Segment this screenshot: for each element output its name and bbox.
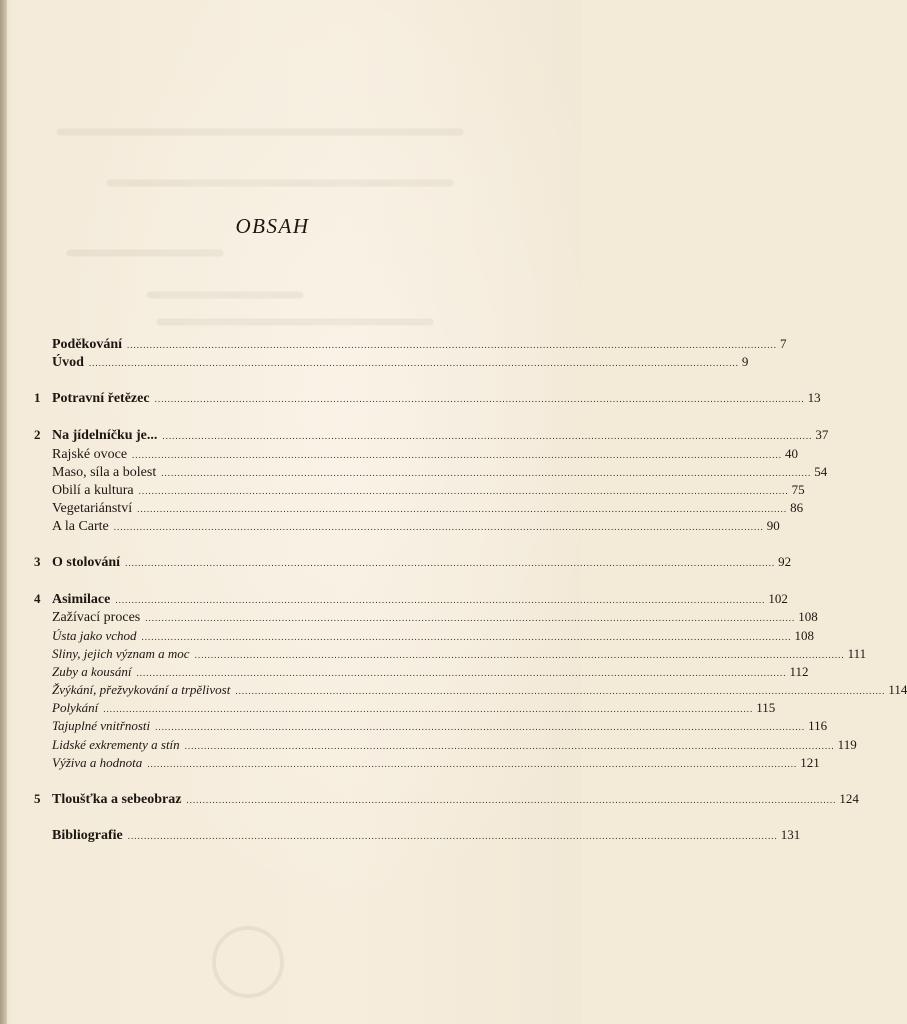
entry-title: Potravní řetězec <box>52 391 150 406</box>
page-number: 108 <box>794 628 814 643</box>
dot-leader: ........................................................................................................................................................................................................ <box>141 632 792 642</box>
page-number: 119 <box>837 737 857 752</box>
page-number: 75 <box>791 482 805 497</box>
chapter-number: 2 <box>34 427 41 442</box>
entry-title: Maso, síla a bolest <box>52 465 157 480</box>
page-number: 116 <box>808 718 828 733</box>
toc-entry <box>52 681 907 699</box>
toc-entry <box>34 553 792 571</box>
entry-title: Na jídelníčku je... <box>52 428 158 443</box>
page-number: 114 <box>888 682 907 697</box>
entry-title: Zažívací proces <box>52 610 141 625</box>
entry-title: Obilí a kultura <box>52 483 134 498</box>
toc-entry <box>52 736 857 754</box>
entry-title: Bibliografie <box>52 828 123 843</box>
toc-entry <box>52 663 809 681</box>
dot-leader: ........................................................................................................................................................................................................ <box>145 613 796 623</box>
page-number: 115 <box>756 700 776 715</box>
entry-title: O stolování <box>52 555 121 570</box>
entry-title: Polykání <box>52 700 99 715</box>
toc-entry <box>34 790 859 808</box>
page-number: 92 <box>778 554 792 569</box>
dot-leader: ........................................................................................................................................................................................................ <box>88 358 739 368</box>
chapter-number: 5 <box>34 791 41 806</box>
entry-title: Úvod <box>52 355 84 370</box>
dot-leader: ........................................................................................................................................................................................................ <box>147 759 798 769</box>
entry-title: A la Carte <box>52 519 109 534</box>
toc-entry <box>52 445 799 463</box>
page-number: 90 <box>766 518 780 533</box>
page-number: 54 <box>814 464 828 479</box>
toc-entry <box>52 499 804 517</box>
page-number: 40 <box>785 446 799 461</box>
dot-leader: ........................................................................................................................................................................................................ <box>161 468 812 478</box>
dot-leader: ........................................................................................................................................................................................................ <box>103 704 754 714</box>
page-number: 124 <box>839 791 859 806</box>
toc-entry <box>52 517 780 535</box>
page-number: 37 <box>815 427 829 442</box>
page-number: 9 <box>741 354 749 369</box>
dot-leader: ........................................................................................................................................................................................................ <box>138 486 789 496</box>
entry-title: Ústa jako vchod <box>52 628 137 643</box>
chapter-number: 3 <box>34 554 41 569</box>
chapter-number: 1 <box>34 390 41 405</box>
entry-title: Vegetariánství <box>52 501 133 516</box>
entry-title: Lidské exkrementy a stín <box>52 737 180 752</box>
toc-entry <box>52 481 805 499</box>
toc-entry <box>52 353 749 371</box>
page-number: 86 <box>790 500 804 515</box>
dot-leader: ........................................................................................................................................................................................................ <box>154 394 805 404</box>
dot-leader: ........................................................................................................................................................................................................ <box>113 522 764 532</box>
toc-entry <box>34 389 821 407</box>
entry-title: Tajuplné vnitřnosti <box>52 718 151 733</box>
toc-entry <box>34 426 829 444</box>
entry-title: Výživa a hodnota <box>52 755 143 770</box>
toc-entry <box>52 754 820 772</box>
dot-leader: ........................................................................................................................................................................................................ <box>125 558 776 568</box>
dot-leader: ........................................................................................................................................................................................................ <box>127 340 778 350</box>
dot-leader: ........................................................................................................................................................................................................ <box>136 668 787 678</box>
toc-entry <box>52 826 801 844</box>
dot-leader: ........................................................................................................................................................................................................ <box>162 431 813 441</box>
toc-entry <box>52 717 828 735</box>
page-number: 13 <box>807 390 821 405</box>
page-number: 131 <box>780 827 801 842</box>
dot-leader: ........................................................................................................................................................................................................ <box>235 686 886 696</box>
entry-title: Sliny, jejich význam a moc <box>52 646 190 661</box>
toc-entry <box>52 645 867 663</box>
entry-title: Rajské ovoce <box>52 447 128 462</box>
dot-leader: ........................................................................................................................................................................................................ <box>184 741 835 751</box>
dot-leader: ........................................................................................................................................................................................................ <box>115 595 766 605</box>
page-title: OBSAH <box>235 214 310 238</box>
page-number: 7 <box>780 336 787 351</box>
entry-title: Žvýkání, přežvykování a trpělivost <box>52 682 231 697</box>
entry-title: Zuby a kousání <box>52 664 132 679</box>
chapter-number: 4 <box>34 591 41 606</box>
toc-entry <box>34 590 788 608</box>
toc-entry <box>52 335 787 353</box>
dot-leader: ........................................................................................................................................................................................................ <box>194 650 845 660</box>
toc-entry <box>52 463 828 481</box>
dot-leader: ........................................................................................................................................................................................................ <box>127 831 778 841</box>
toc-entry <box>52 699 776 717</box>
entry-title: Asimilace <box>52 592 111 607</box>
toc-entry <box>52 627 814 645</box>
dot-leader: ........................................................................................................................................................................................................ <box>132 450 783 460</box>
entry-title: Tloušťka a sebeobraz <box>52 792 182 807</box>
page-number: 111 <box>847 646 867 661</box>
page-number: 102 <box>768 591 788 606</box>
page-number: 112 <box>789 664 809 679</box>
entry-title: Poděkování <box>52 337 123 352</box>
dot-leader: ........................................................................................................................................................................................................ <box>137 504 788 514</box>
page-number: 121 <box>800 755 820 770</box>
page-number: 108 <box>798 609 818 624</box>
dot-leader: ........................................................................................................................................................................................................ <box>155 722 806 732</box>
toc-entry <box>52 608 818 626</box>
dot-leader: ........................................................................................................................................................................................................ <box>186 795 837 805</box>
